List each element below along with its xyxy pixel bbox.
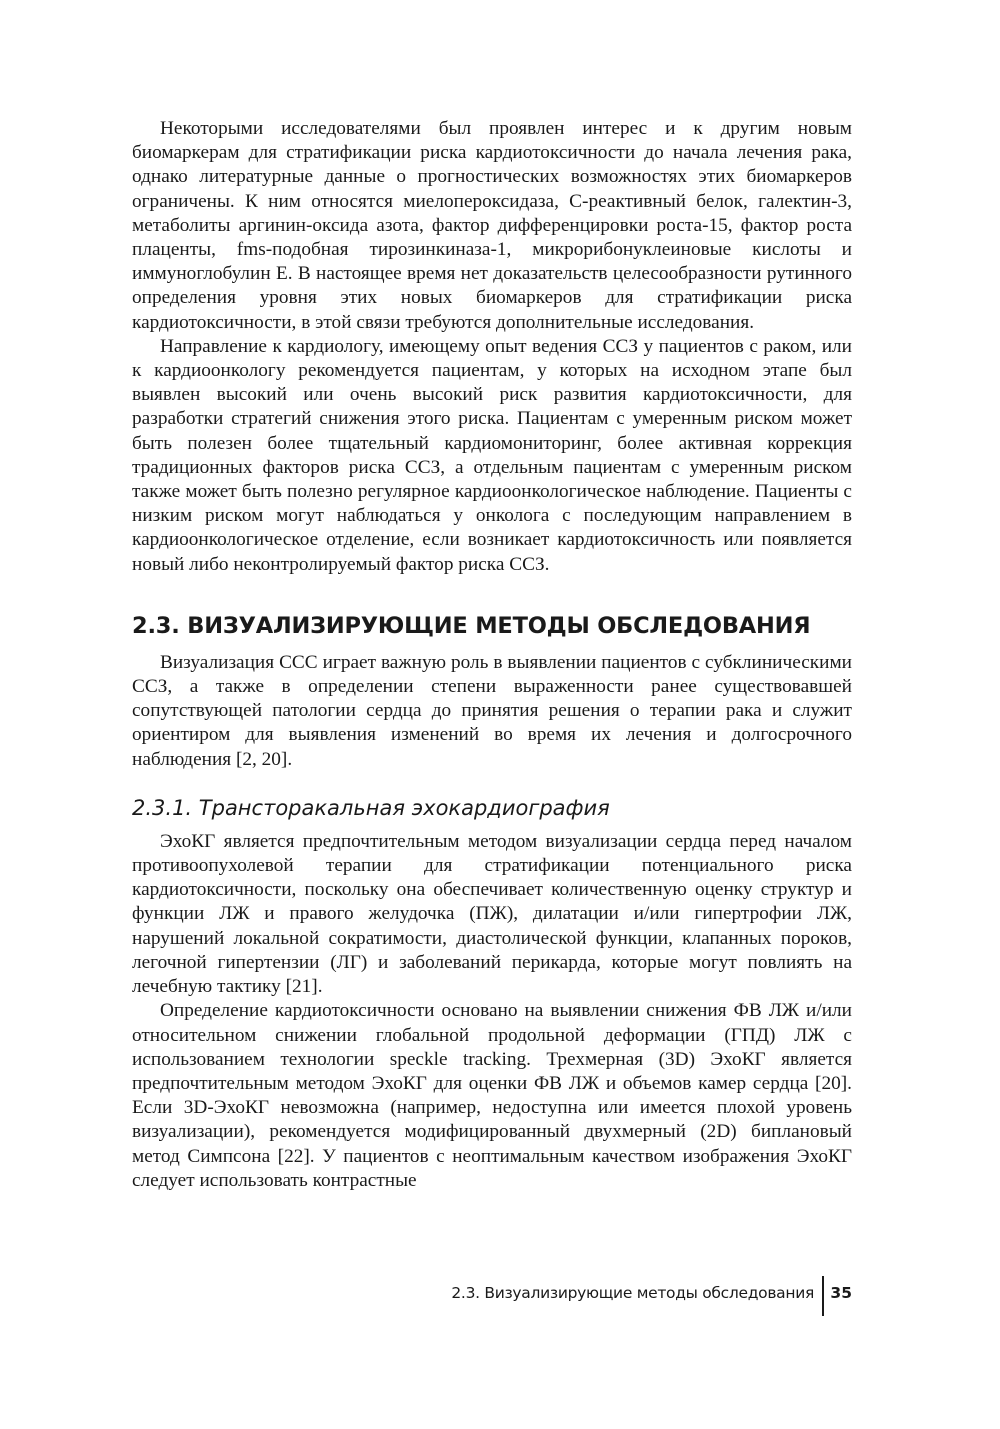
section-title: 2.3. ВИЗУАЛИЗИРУЮЩИЕ МЕТОДЫ ОБСЛЕДОВАНИЯ (132, 612, 811, 639)
page-footer (132, 1276, 852, 1316)
paragraph-cardiotoxicity: Определение кардиотоксичности основано на выявлении снижения ФВ ЛЖ и/или относительном снижении глобальной продольной деформации (ГПД) ЛЖ с использованием технологии speckle tracking. Трехмерная (3D) ЭхоКГ является предпочтительным методом ЭхоКГ для оценки ФВ ЛЖ и объемов камер сердца [20]. Если 3D-ЭхоКГ невозможна (например, недоступна или имеется плохой уровень визуализации), рекомендуется модифицированный двухмерный (2D) биплановый метод Симпсона [22]. У пациентов с неоптимальным качеством изображения ЭхоКГ следует использовать контрастные (132, 1000, 852, 1191)
page-number: 35 (830, 1284, 852, 1302)
paragraph-biomarkers: Некоторыми исследователями был проявлен интерес и к другим новым биомаркерам для стратификации риска кардиотоксичности до начала лечения рака, однако литературные данные о прогностических возможностях этих биомаркеров ограничены. К ним относятся миелопероксидаза, С-реактивный белок, галектин-3, метаболиты аргинин-оксида азота, фактор дифференцировки роста-15, фактор роста плаценты, fms-подобная тирозинкиназа-1, микрорибонуклеиновые кислоты и иммуноглобулин Е. В настоящее время нет доказательств целесообразности рутинного определения уровня этих новых биомаркеров для стратификации риска кардиотоксичности, в этой связи требуются дополнительные исследования. (132, 118, 852, 333)
paragraph-referral: Направление к кардиологу, имеющему опыт ведения ССЗ у пациентов с раком, или к кардиоонкологу рекомендуется пациентам, у которых на исходном этапе был выявлен высокий или очень высокий риск развития кардиотоксичности, для разработки стратегий снижения этого риска. Пациентам с умеренным риском может быть полезен более тщательный кардиомониторинг, более активная коррекция традиционных факторов риска ССЗ, а отдельным пациентам с умеренным риском также может быть полезно регулярное кардиоонкологическое наблюдение. Пациенты с низким риском могут наблюдаться у онколога с последующим направлением в кардиоонкологическое отделение, если возникает кардиотоксичность или появляется новый либо неконтролируемый фактор риска ССЗ. (132, 335, 852, 575)
subsection-title: 2.3.1. Трансторакальная эхокардиография (132, 795, 610, 820)
paragraph-visualization: Визуализация ССС играет важную роль в выявлении пациентов с субклиническими ССЗ, а также в определении степени выраженности ранее существовавшей сопутствующей патологии сердца до принятия решения о терапии рака и служит ориентиром для выявления изменений во время их лечения и долгосрочного наблюдения [2, 20]. (132, 651, 852, 770)
footer-divider (822, 1276, 824, 1316)
running-title: 2.3. Визуализирующие методы обследования (451, 1284, 814, 1302)
paragraph-echocg: ЭхоКГ является предпочтительным методом визуализации сердца перед началом противоопухолевой терапии для стратификации потенциального риска кардиотоксичности, поскольку она обеспечивает количественную оценку структур и функции ЛЖ и правого желудочка (ПЖ), дилатации и/или гипертрофии ЛЖ, нарушений локальной сократимости, диастолической функции, клапанных пороков, легочной гипертензии (ЛГ) и заболеваний перикарда, которые могут повлиять на лечебную тактику [21]. (132, 830, 852, 998)
page-content (132, 117, 852, 1193)
